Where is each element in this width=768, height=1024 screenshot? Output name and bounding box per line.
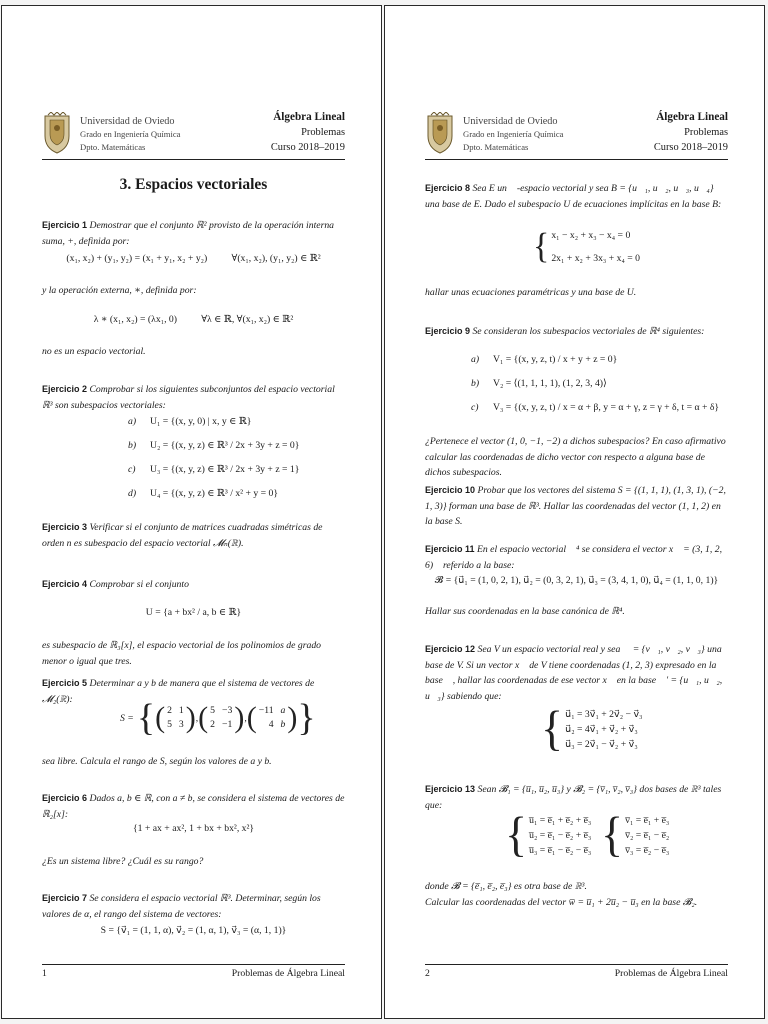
course-name: Álgebra Lineal (273, 111, 345, 123)
footer-rule (425, 964, 728, 965)
exercise-text: Probar que los vectores del sistema S = {(1, 1, 1), (1, 3, 1), (−2, 1, 3)} forman una base de ℝ³. Hallar las coordenadas del vector (1, 1, 2) en la base S. (425, 485, 726, 527)
equation: S = {v⃗₁ = (1, 1, α), v⃗₂ = (1, α, 1), v⃗₃ = (α, 1, 1)} (100, 925, 287, 936)
page-header (42, 106, 345, 160)
matrix: −11 a 4 b (258, 705, 286, 730)
page-2 (384, 5, 765, 1019)
list-item: b) U₂ = {(x, y, z) ∈ ℝ³ / 2x + 3y + z = 0} (128, 440, 300, 451)
exercise-text: y la operación externa, ∗, definida por: (42, 285, 197, 296)
exercise-text: Se considera el espacio vectorial ℝ³. Determinar, según los valores de α, el rango del sistema de vectores: (42, 893, 321, 920)
exercise-text: En el espacio vectorial ℝ⁴ se considera el vector x⃗ = (3, 1, 2, 6)𝓑 referido a la base: (425, 544, 722, 571)
page-number: 2 (425, 968, 430, 979)
department-name: Dpto. Matemáticas (463, 142, 529, 152)
exercise-text: Determinar a y b de manera que el sistema de vectores de 𝓜₂(ℝ): (42, 678, 315, 705)
exercise-text: sea libre. Calcula el rango de S, según los valores de a y b. (42, 756, 272, 767)
exercise-11 (425, 542, 728, 573)
matrix: 2 1 5 3 (167, 705, 184, 730)
exercise-2 (42, 382, 345, 413)
academic-year: Curso 2018–2019 (270, 142, 345, 153)
footer-text: Problemas de Álgebra Lineal (231, 968, 345, 979)
exercise-text: Hallar sus coordenadas en la base canónica de ℝ⁴. (425, 606, 625, 617)
exercise-text: Se consideran los subespacios vectoriales de ℝ⁴ siguientes: (472, 326, 705, 337)
footer-rule (42, 964, 345, 965)
matrix-set: S = { ( 2 1 5 3 ) , ( 5 −3 2 −1 ) , ( −11 a 4 b ) } (120, 697, 316, 739)
exercise-label: Ejercicio 3 (42, 522, 88, 532)
exercise-label: Ejercicio 4 (42, 579, 88, 589)
subspace-list (471, 348, 719, 420)
exercise-text: es subespacio de ℝ₃[x], el espacio vectorial de los polinomios de grado menor o igual que tres. (42, 640, 322, 667)
matrix: 5 −3 2 −1 (210, 705, 233, 730)
exercise-13 (425, 782, 728, 813)
exercise-6 (42, 791, 345, 822)
subset-list (128, 410, 299, 506)
exercise-label: Ejercicio 6 (42, 793, 88, 803)
exercise-label: Ejercicio 1 (42, 220, 88, 230)
doc-type: Problemas (684, 127, 728, 138)
list-item: c) U₃ = {(x, y, z) ∈ ℝ³ / 2x + 3y + z = 1} (128, 464, 300, 475)
exercise-text: Demostrar que el conjunto ℝ² provisto de la operación interna suma, +, definida por: (42, 220, 335, 247)
vector-system-left: { u̅₁ = e̅₁ + e̅₂ + e̅₃ u̅₂ = e̅₁ − e̅₂ + e̅₃ u̅₃ = e̅₁ − e̅₂ − e̅₃ (505, 807, 592, 862)
exercise-9 (425, 324, 728, 340)
page-footer (425, 964, 728, 979)
exercise-1 (42, 218, 345, 249)
list-item: a) V₁ = {(x, y, z, t) / x + y + z = 0} (471, 354, 618, 365)
university-seal-icon (425, 112, 455, 154)
equation: λ ∗ (x₁, x₂) = (λx₁, 0) ∀λ ∈ ℝ, ∀(x₁, x₂) ∈ ℝ² (93, 314, 294, 325)
exercise-text: Calcular las coordenadas del vector w̅ = u̅₁ + 2u̅₂ − u̅₃ en la base 𝓑₂. (425, 897, 698, 908)
header-rule (425, 159, 728, 160)
chapter-title: 3. Espacios vectoriales (119, 176, 268, 193)
exercise-text: no es un espacio vectorial. (42, 346, 146, 357)
list-item: d) U₄ = {(x, y, z) ∈ ℝ³ / x² + y = 0} (128, 488, 279, 499)
exercise-10 (425, 483, 728, 530)
exercise-text: ¿Es un sistema libre? ¿Cuál es su rango? (42, 856, 204, 867)
exercise-label: Ejercicio 11 (425, 544, 475, 554)
list-item: b) V₂ = ⟨(1, 1, 1, 1), (1, 2, 3, 4)⟩ (471, 378, 607, 389)
exercise-12 (425, 642, 728, 704)
set-brace: } (297, 697, 316, 739)
page-footer (42, 964, 345, 979)
exercise-text: Verificar si el conjunto de matrices cuadradas simétricas de orden n es subespacio del espacio vectorial 𝓜ₙ(ℝ). (42, 522, 323, 549)
equation: (x₁, x₂) + (y₁, y₂) = (x₁ + y₁, x₂ + y₂) ∀(x₁, x₂), (y₁, y₂) ∈ ℝ² (66, 253, 321, 264)
equation: 𝓑 = {u⃗₁ = (1, 0, 2, 1), u⃗₂ = (0, 3, 2, 1), u⃗₃ = (3, 4, 1, 0), u⃗₄ = (1, 1, 0, 1)} (434, 575, 719, 586)
exercise-label: Ejercicio 12 (425, 644, 476, 654)
page-1 (1, 5, 382, 1019)
university-name: Universidad de Oviedo (80, 116, 175, 127)
department-name: Dpto. Matemáticas (80, 142, 146, 152)
exercise-text: hallar unas ecuaciones paramétricas y una base de U. (425, 287, 637, 298)
equation: U = {a + bx² / a, b ∈ ℝ} (145, 607, 242, 618)
page-number: 1 (42, 968, 47, 979)
exercise-3 (42, 520, 345, 551)
vector-system: { u⃗₁ = 3v⃗₁ + 2v⃗₂ − v⃗₃ u⃗₂ = 4v⃗₁ + v⃗₂ + v⃗₃ u⃗₃ = 2v⃗₁ − v⃗₂ + v⃗₃ (541, 701, 643, 756)
equation: {1 + ax + ax², 1 + bx + bx², x²} (132, 823, 255, 834)
exercise-7 (42, 891, 345, 922)
exercise-label: Ejercicio 13 (425, 784, 476, 794)
vector-system-right: { v̅₁ = e̅₁ + e̅₃ v̅₂ = e̅₁ − e̅₂ v̅₃ = e̅₂ − e̅₃ (601, 807, 670, 862)
exercise-text: Sea V un espacio vectorial real y sea 𝓑 = {v⃗₁, v⃗₂, v⃗₃} una base de V. Si un vector x⃗ de V tiene coordenadas (1, 2, 3) expresado en la base 𝓑, hallar las coordenadas de ese vector x⃗ en la base 𝓑′ = {u⃗₁, u⃗₂, u⃗₃} sabiendo que: (425, 644, 723, 702)
exercise-text: ¿Pertenece el vector (1, 0, −1, −2) a dichos subespacios? En caso afirmativo calcular las coordenadas de dicho vector con respecto a alguna base de dichos subespacios. (425, 436, 726, 478)
university-seal-icon (42, 112, 72, 154)
exercise-4 (42, 577, 345, 593)
list-item: a) U₁ = {(x, y, 0) | x, y ∈ ℝ} (128, 416, 252, 427)
doc-type: Problemas (301, 127, 345, 138)
exercise-8 (425, 181, 728, 212)
equation-system: { x₁ − x₂ + x₃ − x₄ = 0 2x₁ + x₂ + 3x₃ + x₄ = 0 (533, 227, 640, 266)
exercise-text: Dados a, b ∈ ℝ, con a ≠ b, se considera el sistema de vectores de ℝ₂[x]: (42, 793, 345, 820)
exercise-text: Comprobar si los siguientes subconjuntos del espacio vectorial ℝ³ son subespacios vectoriales: (42, 384, 335, 411)
exercise-label: Ejercicio 2 (42, 384, 88, 394)
exercise-text: donde 𝓑 = {e̅₁, e̅₂, e̅₃} es otra base de ℝ³. (425, 881, 587, 892)
footer-text: Problemas de Álgebra Lineal (614, 968, 728, 979)
exercise-label: Ejercicio 8 (425, 183, 471, 193)
exercise-text: Sea E un 𝕂-espacio vectorial y sea B = {u⃗₁, u⃗₂, u⃗₃, u⃗₄} una base de E. Dado el subespacio U de ecuaciones implícitas en la base B: (425, 183, 722, 210)
academic-year: Curso 2018–2019 (653, 142, 728, 153)
university-name: Universidad de Oviedo (463, 116, 558, 127)
set-brace: { (136, 697, 156, 739)
exercise-text: Comprobar si el conjunto (89, 579, 189, 590)
exercise-text: Sean 𝓑₁ = {u̅₁, u̅₂, u̅₃} y 𝓑₂ = {v̅₁, v̅₂, v̅₃} dos bases de ℝ³ tales que: (425, 784, 722, 811)
exercise-label: Ejercicio 7 (42, 893, 88, 903)
list-item: c) V₃ = {(x, y, z, t) / x = α + β, y = α + γ, z = γ + δ, t = α + δ} (471, 402, 720, 413)
exercise-label: Ejercicio 5 (42, 678, 88, 688)
exercise-label: Ejercicio 9 (425, 326, 471, 336)
exercise-label: Ejercicio 10 (425, 485, 476, 495)
course-name: Álgebra Lineal (656, 111, 728, 123)
set-name: S = (120, 712, 134, 724)
degree-name: Grado en Ingeniería Química (463, 129, 564, 139)
page-header (425, 106, 728, 160)
degree-name: Grado en Ingeniería Química (80, 129, 181, 139)
header-rule (42, 159, 345, 160)
